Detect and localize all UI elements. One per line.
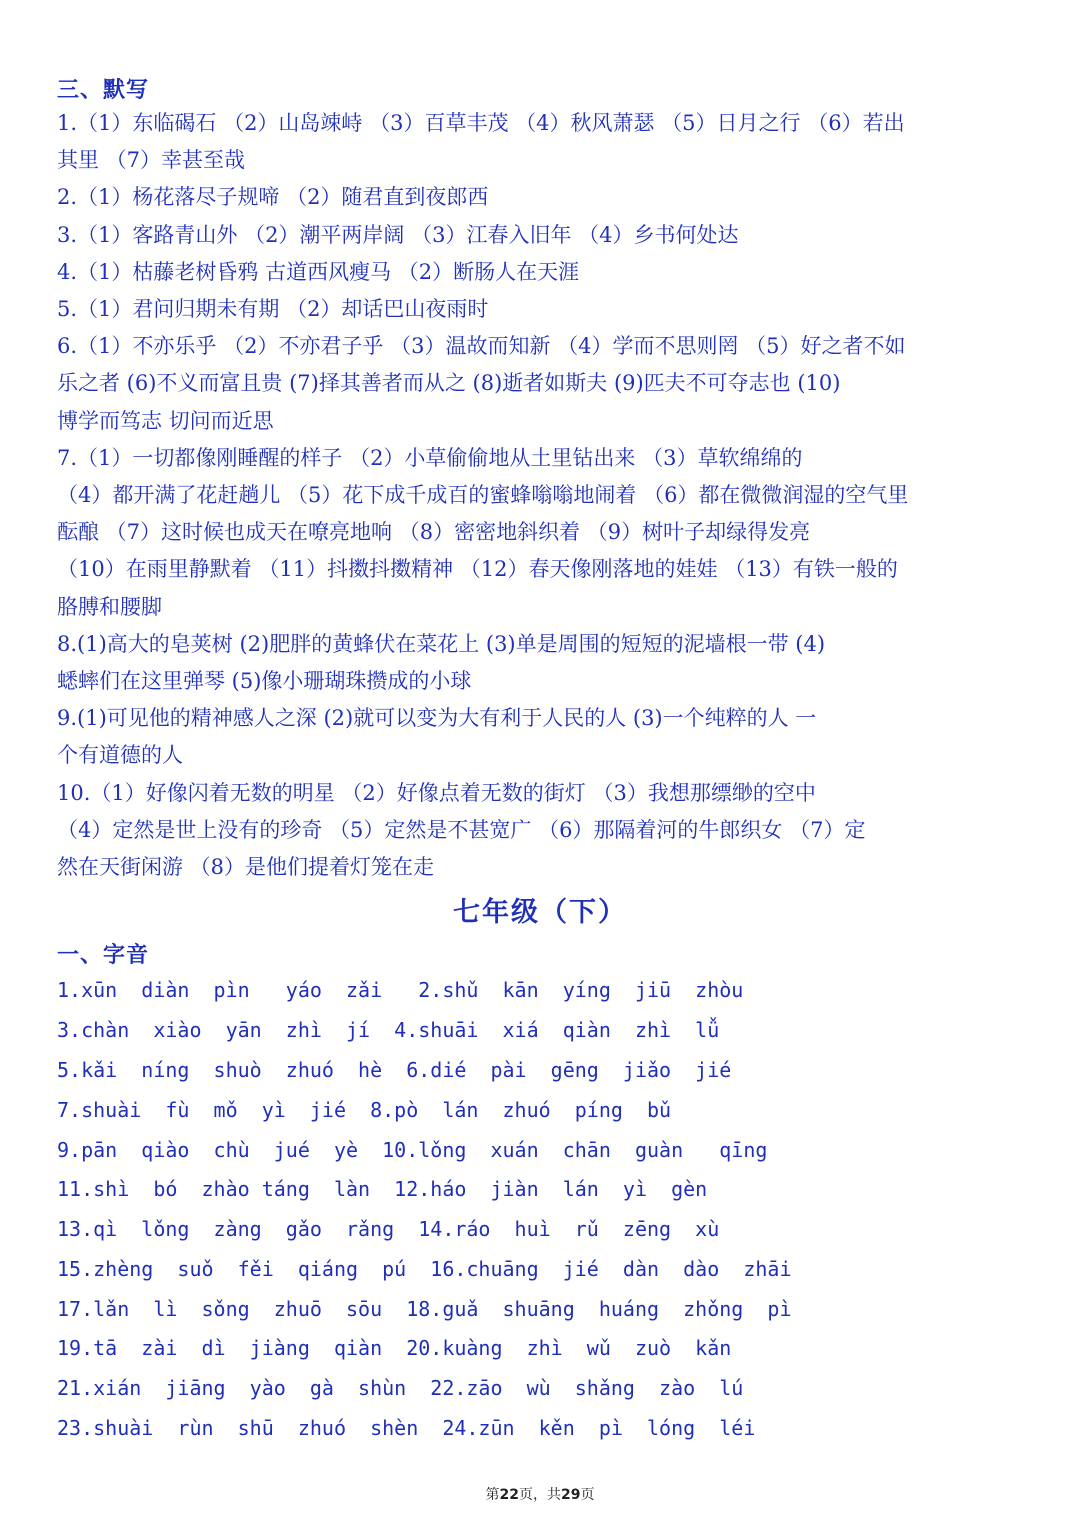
pinyin-line: 17.lǎn lì sǒng zhuō sōu 18.guǎ shuāng huáng zhǒng pì: [57, 1297, 792, 1321]
answer-line: （4）定然是世上没有的珍奇 （5）定然是不甚宽广 （6）那隔着河的牛郎织女 （7）定: [57, 817, 866, 842]
pinyin-line: 1.xūn diàn pìn yáo zǎi 2.shǔ kān yíng jiū zhòu: [57, 978, 744, 1002]
pinyin-line: 21.xián jiāng yào gà shùn 22.zāo wù shǎng zào lú: [57, 1376, 744, 1400]
pinyin-line: 23.shuài rùn shū zhuó shèn 24.zūn kěn pì lóng léi: [57, 1416, 756, 1440]
grade-title: 七年级（下）: [453, 897, 627, 928]
answer-line: 个有道德的人: [57, 743, 183, 768]
pinyin-line: 19.tā zài dì jiàng qiàn 20.kuàng zhì wǔ zuò kǎn: [57, 1336, 732, 1360]
page-footer: [0, 1484, 1080, 1504]
answer-line: 10.（1）好像闪着无数的明星 （2）好像点着无数的街灯 （3）我想那缥缈的空中: [57, 780, 816, 805]
answer-line: 博学而笃志 切问而近思: [57, 408, 274, 433]
answer-line: 3.（1）客路青山外 （2）潮平两岸阔 （3）江春入旧年 （4）乡书何处达: [57, 222, 739, 247]
footer-page-number: 22: [499, 1487, 519, 1503]
answer-line: 5.（1）君问归期未有期 （2）却话巴山夜雨时: [57, 297, 489, 322]
answer-line: 蟋蟀们在这里弹琴 (5)像小珊瑚珠攒成的小球: [57, 669, 472, 694]
answer-line: 2.（1）杨花落尽子规啼 （2）随君直到夜郎西: [57, 185, 489, 210]
answer-line: 然在天街闲游 （8）是他们提着灯笼在走: [57, 855, 435, 880]
footer-total-pages: 29: [561, 1487, 581, 1503]
answer-line: 8.(1)高大的皂荚树 (2)肥胖的黄蜂伏在菜花上 (3)单是周围的短短的泥墙根一带 (4): [57, 631, 826, 656]
footer-prefix: 第: [485, 1487, 500, 1503]
answer-line: 1.（1）东临碣石 （2）山岛竦峙 （3）百草丰茂 （4）秋风萧瑟 （5）日月之行 （6）若出: [57, 111, 905, 135]
section-heading-dictation: 三、默写: [57, 78, 150, 103]
pinyin-line: 7.shuài fù mǒ yì jié 8.pò lán zhuó píng bǔ: [57, 1098, 672, 1122]
pinyin-line: 5.kǎi níng shuò zhuó hè 6.dié pài gēng jiǎo jié: [57, 1058, 732, 1082]
dictation-answers: [57, 105, 1019, 886]
pinyin-line: 13.qì lǒng zàng gǎo rǎng 14.ráo huì rǔ zēng xù: [57, 1217, 720, 1241]
pinyin-line: 9.pān qiào chù jué yè 10.lǒng xuán chān guàn qīng: [57, 1138, 768, 1162]
answer-line: 酝酿 （7）这时候也成天在嘹亮地响 （8）密密地斜织着 （9）树叶子却绿得发亮: [57, 520, 811, 545]
pinyin-line: 3.chàn xiào yān zhì jí 4.shuāi xiá qiàn zhì lǚ: [57, 1018, 720, 1042]
pinyin-line: 11.shì bó zhào táng làn 12.háo jiàn lán yì gèn: [57, 1177, 708, 1201]
footer-suffix: 页: [580, 1487, 595, 1503]
answer-line: 7.（1）一切都像刚睡醒的样子 （2）小草偷偷地从土里钻出来 （3）草软绵绵的: [57, 445, 803, 470]
answer-line: （4）都开满了花赶趟儿 （5）花下成千成百的蜜蜂嗡嗡地闹着 （6）都在微微润湿的空气里: [57, 483, 909, 508]
answer-line: 6.（1）不亦乐乎 （2）不亦君子乎 （3）温故而知新 （4）学而不思则罔 （5）好之者不如: [57, 334, 906, 359]
section-heading-pronunciation: 一、字音: [57, 943, 150, 968]
pinyin-line: 15.zhèng suǒ fěi qiáng pú 16.chuāng jié dàn dào zhāi: [57, 1257, 792, 1281]
answer-line: 9.(1)可见他的精神感人之深 (2)就可以变为大有利于人民的人 (3)一个纯粹的人 一: [57, 706, 817, 731]
answer-line: 4.（1）枯藤老树昏鸦 古道西风瘦马 （2）断肠人在天涯: [57, 259, 580, 284]
footer-mid: 页，共: [519, 1487, 561, 1503]
answer-line: 乐之者 (6)不义而富且贵 (7)择其善者而从之 (8)逝者如斯夫 (9)匹夫不可夺志也 (10): [57, 371, 841, 396]
answer-line: 其里 （7）幸甚至哉: [57, 148, 246, 173]
answer-line: 胳膊和腰脚: [57, 594, 162, 619]
answer-line: （10）在雨里静默着 （11）抖擞抖擞精神 （12）春天像刚落地的娃娃 （13）有铁一般的: [57, 557, 898, 582]
